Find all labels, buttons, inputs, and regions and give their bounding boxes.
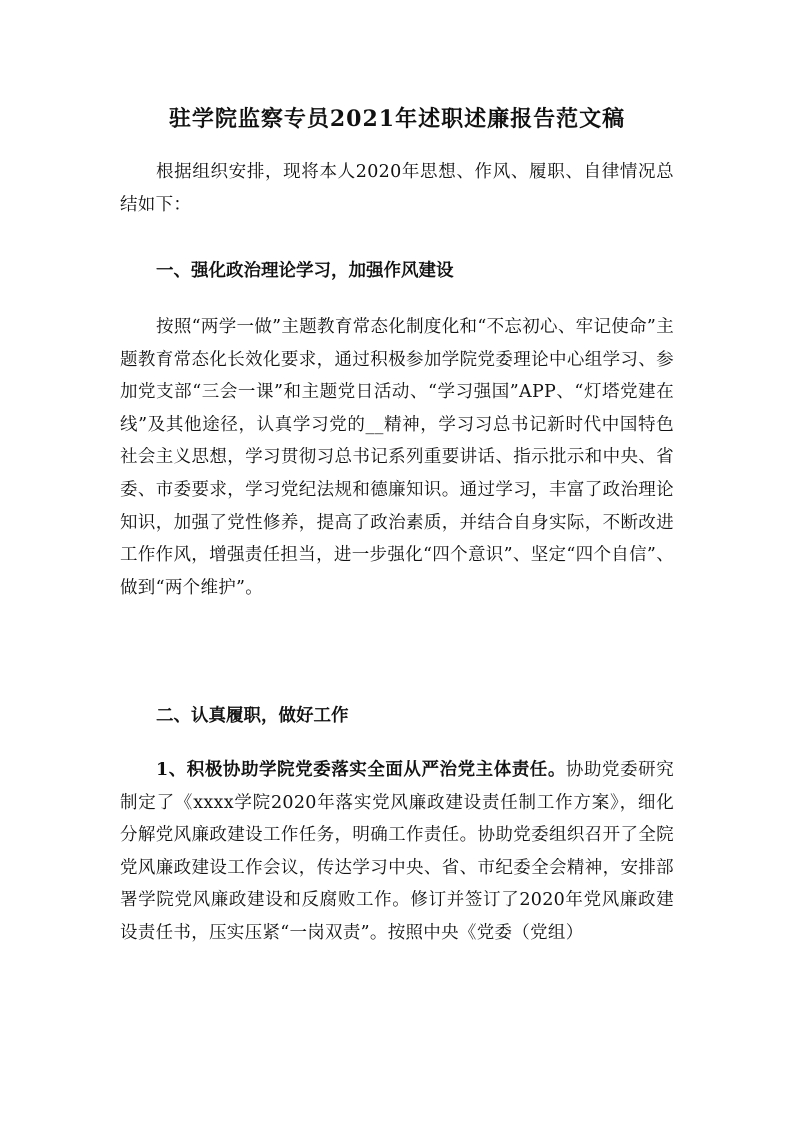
section-2-item-1-paragraph: [120, 754, 674, 950]
section-1-heading: 一、强化政治理论学习，加强作风建设: [156, 261, 454, 281]
section-2-heading: 二、认真履职，做好工作: [156, 706, 349, 726]
item-1-body: 协助党委研究制定了《xxxx学院2020年落实党风廉政建设责任制工作方案》，细化分解党风廉政建设工作任务，明确工作责任。协助党委组织召开了全院党风廉政建设工作会议，传达学习中央、省、市纪委全会精神，安排部署学院党风廉政建设和反腐败工作。修订并签订了2020年党风廉政建设责任书，压实压紧“一岗双责”。按照中央《党委（党组）: [120, 760, 674, 943]
section-1-paragraph: 按照“两学一做”主题教育常态化制度化和“不忘初心、牢记使命”主题教育常态化长效化要求，通过积极参加学院党委理论中心组学习、参加党支部“三会一课”和主题党日活动、“学习强国”APP、“灯塔党建在线”及其他途径，认真学习党的__精神，学习习总书记新时代中国特色社会主义思想，学习贯彻习总书记系列重要讲话、指示批示和中央、省委、市委要求，学习党纪法规和德廉知识。通过学习，丰富了政治理论知识，加强了党性修养，提高了政治素质，并结合自身实际，不断改进工作作风，增强责任担当，进一步强化“四个意识”、坚定“四个自信”、做到“两个维护”。: [120, 317, 674, 598]
intro-paragraph: 根据组织安排，现将本人2020年思想、作风、履职、自律情况总结如下：: [120, 162, 674, 215]
document-title: 驻学院监察专员2021年述职述廉报告范文稿: [168, 106, 626, 132]
item-1-lead: 1、积极协助学院党委落实全面从严治党主体责任。: [156, 760, 566, 780]
